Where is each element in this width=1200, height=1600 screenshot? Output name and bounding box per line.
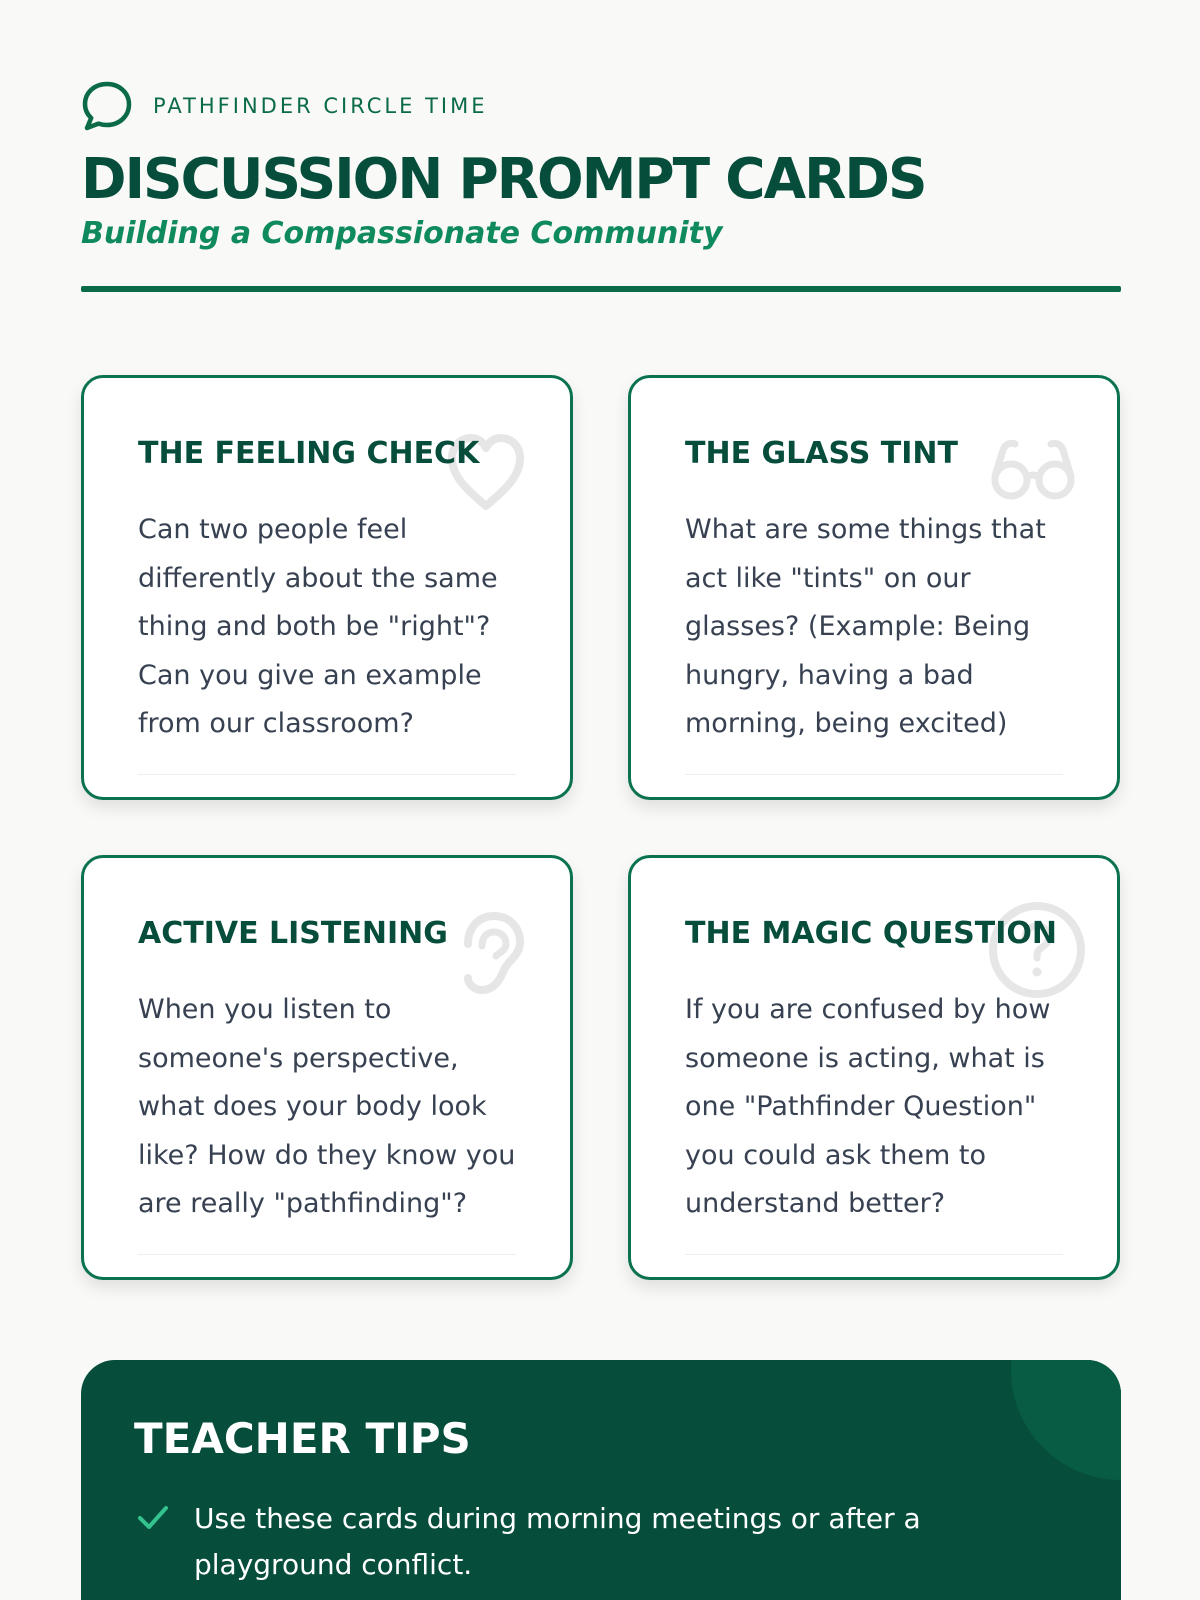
card-divider xyxy=(138,1254,516,1255)
checkmark-icon xyxy=(134,1498,172,1536)
card-body: When you listen to someone's perspective, what does your body look like? How do they know you are really "pathfinding"? xyxy=(138,994,516,1219)
page-header xyxy=(81,80,1121,251)
page-subtitle: Building a Compassionate Community xyxy=(81,216,723,251)
card-body: What are some things that act like "tints" on our glasses? (Example: Being hungry, having a bad morning, being excited) xyxy=(685,514,1046,739)
card-divider xyxy=(685,774,1063,775)
card-divider xyxy=(685,1254,1063,1255)
tip-item xyxy=(134,1496,1074,1588)
card-divider xyxy=(138,774,516,775)
card-title: ACTIVE LISTENING xyxy=(138,916,448,951)
prompt-card-active-listening xyxy=(81,855,573,1280)
card-title: THE FEELING CHECK xyxy=(138,436,480,471)
card-title: THE MAGIC QUESTION xyxy=(685,916,1058,951)
card-body: Can two people feel differently about the same thing and both be "right"? Can you give an example from our classroom? xyxy=(138,514,498,739)
header-divider xyxy=(81,286,1121,292)
chat-bubble-icon xyxy=(81,80,133,132)
tip-text: Use these cards during morning meetings or after a playground conflict. xyxy=(194,1502,921,1581)
teacher-tips-panel xyxy=(81,1360,1121,1600)
card-title: THE GLASS TINT xyxy=(685,436,958,471)
kicker-row xyxy=(81,80,1121,132)
prompt-card-glass-tint xyxy=(628,375,1120,800)
tips-title: TEACHER TIPS xyxy=(134,1414,471,1463)
kicker-label: PATHFINDER CIRCLE TIME xyxy=(153,94,488,118)
page-title: DISCUSSION PROMPT CARDS xyxy=(81,147,926,212)
prompt-card-magic-question xyxy=(628,855,1120,1280)
decorative-circle xyxy=(1011,1360,1121,1480)
card-body: If you are confused by how someone is acting, what is one "Pathfinder Question" you could ask them to understand better? xyxy=(685,994,1051,1219)
prompt-card-feeling-check xyxy=(81,375,573,800)
